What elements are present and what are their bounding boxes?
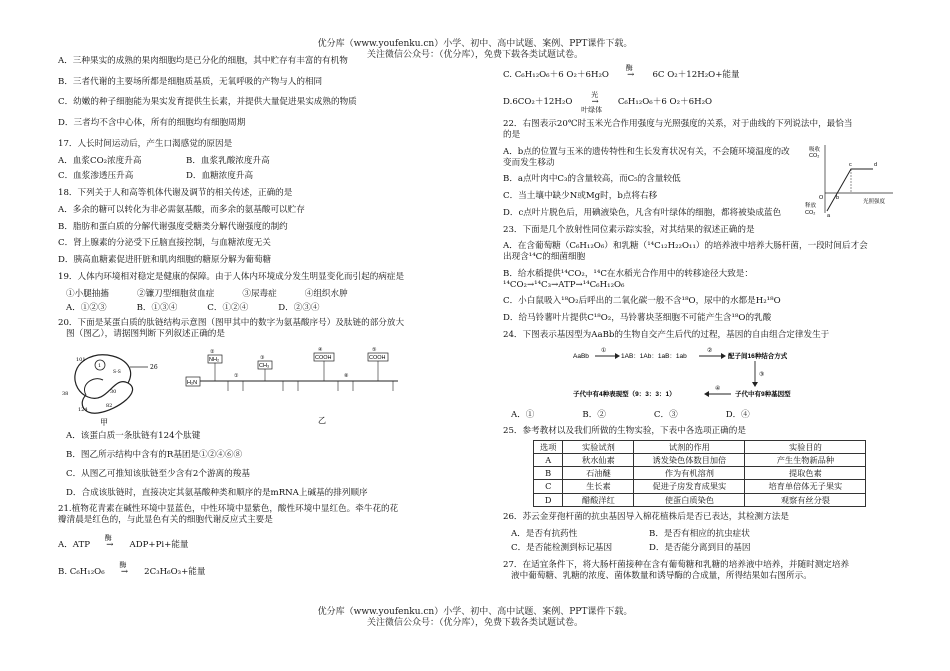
q23-option-b-2: ¹⁴CO₂→¹⁴C₃→ATP→¹⁴C₆H₁₂O₆ — [503, 279, 625, 290]
table-cell: 秋水仙素 — [563, 453, 634, 466]
question-26 — [503, 512, 895, 554]
label-1: 1 — [98, 363, 102, 370]
label-38: 38 — [62, 391, 69, 398]
q20-option-c: C．从图乙可推知该肽链至少含有2个游离的羧基 — [66, 468, 250, 479]
q19-option-d: D．②③④ — [278, 303, 320, 314]
q21-d-light: 光 — [591, 90, 599, 99]
q22-stem-1: 22．右图表示20℃时玉米光合作用强度与光照强度的关系，对于曲线的下列说法中，最恰当 — [503, 119, 853, 130]
table-header: 选项 — [534, 440, 563, 453]
table-row — [534, 453, 866, 466]
group-num-4: ⑤ — [372, 347, 377, 354]
q21-d-chloroplast: 叶绿体 — [581, 105, 603, 114]
table-cell: 观察有丝分裂 — [745, 493, 866, 506]
q23-option-d: D．给马铃薯叶片提供C¹⁸O₂，马铃薯块茎细胞不可能产生含¹⁸O的乳酸 — [503, 313, 772, 324]
q22-option-a: A．b点的位置与玉米的遗传特性和生长发育状况有关，不会随环境温度的改变而发生移动 — [503, 146, 790, 168]
q26-option-d: D．是否能分离到目的基因 — [649, 543, 751, 554]
q21-b-enzyme: 酶 — [119, 560, 127, 569]
q16-option-c: C．幼嫩的种子细胞能为果实发育提供生长素，并提供大量促进果实成熟的物质 — [58, 97, 357, 108]
flow-num-4: ④ — [715, 386, 721, 393]
group-box-3 — [314, 347, 334, 381]
q24-option-a: A．① — [511, 410, 535, 421]
point-b: b — [836, 195, 840, 202]
origin-label: O — [819, 195, 824, 202]
question-25 — [503, 426, 895, 507]
table-cell: 生长素 — [563, 480, 634, 493]
q17-option-b: B．血浆乳酸浓度升高 — [186, 155, 270, 166]
footer — [0, 607, 950, 630]
question-22 — [503, 119, 895, 218]
q18-option-d: D．胰高血糖素促进肝脏和肌肉细胞的糖原分解为葡萄糖 — [58, 255, 272, 266]
table-cell: 提取色素 — [745, 467, 866, 480]
bond-label-a: ① — [234, 373, 239, 380]
q21-b-product: 2C₃H₆O₃+能量 — [144, 566, 206, 577]
q22-option-c: C．当土壤中缺少N或Mg时，b点将右移 — [503, 191, 658, 202]
q24-option-b: B．② — [582, 410, 606, 421]
figure-jia-caption: 甲 — [100, 418, 108, 428]
flow-step-1: AaBb — [573, 353, 589, 361]
table-header: 实验目的 — [745, 440, 866, 453]
q23-option-c: C．小白鼠吸入¹⁸O₂后呼出的二氧化碳一般不含¹⁸O，尿中的水都是H₂¹⁸O — [503, 296, 781, 307]
q21-stem-2: 瓣清晨是红色的，与此显色有关的细胞代谢反应式主要是 — [58, 515, 273, 526]
q27-line-1: 27．在适宜条件下，将大肠杆菌接种在含有葡萄糖和乳糖的培养液中培养，并随时测定培养 — [503, 560, 850, 571]
group-num-3: ④ — [318, 347, 323, 354]
q19-option-c: C．①②④ — [207, 303, 249, 314]
q23-stem: 23．下面是几个放射性同位素示踪实验，对其结果的叙述正确的是 — [503, 224, 755, 235]
left-column — [58, 53, 454, 583]
q17-option-d: D．血糖浓度升高 — [186, 171, 254, 182]
group-num-2: ③ — [260, 355, 265, 362]
question-17 — [58, 139, 454, 182]
photosynthesis-graph — [803, 141, 895, 221]
flow-step-4: 子代中有9种基因型 — [735, 391, 791, 399]
q26-option-a: A．是否有抗药性 — [511, 528, 578, 539]
right-column — [503, 64, 895, 588]
flow-step-3: 配子间16种结合方式 — [728, 353, 788, 361]
group-box-4 — [368, 347, 388, 381]
q21-b-reactant: B. C₆H₁₂O₆ — [58, 566, 105, 577]
q21-option-c: C. C₆H₁₂O₆＋6 O₂＋6H₂O 酶 → 6C O₂＋12H₂O+能量 — [503, 64, 740, 80]
y-top-label: 吸收 — [809, 147, 821, 154]
point-d: d — [874, 162, 878, 169]
question-23 — [503, 225, 895, 324]
bond-label-b: ⑧ — [344, 373, 349, 380]
q21-c-reactant: C. C₆H₁₂O₆＋6 O₂＋6H₂O — [503, 70, 609, 80]
q21-d-reactant: D.6CO₂＋12H₂O — [503, 96, 573, 107]
table-row — [534, 480, 866, 493]
q21-a-reactant: A．ATP — [58, 539, 91, 550]
q16-option-b: B．三者代谢的主要场所都是细胞质基质，无氧呼吸的产物与人的相同 — [58, 76, 323, 87]
q18-option-b: B．脂肪和蛋白质的分解代谢强度受糖类分解代谢强度的制约 — [58, 221, 288, 232]
q21-a-product: ADP+Pi+能量 — [129, 539, 189, 550]
q21-option-d: D.6CO₂＋12H₂O 光 → 叶绿体 C₆H₁₂O₆＋6 O₂＋6H₂O — [503, 90, 713, 114]
q18-option-a: A．多余的糖可以转化为非必需氨基酸，而多余的氨基酸可以贮存 — [58, 204, 305, 215]
table-cell: B — [534, 467, 563, 480]
table-cell: 诱发染色体数目加倍 — [634, 453, 745, 466]
footer-line-2: 关注微信公众号：（优分库），免费下载各类试题试卷。 — [366, 618, 583, 629]
table-header: 试剂的作用 — [634, 440, 745, 453]
q24-option-d: D．④ — [725, 410, 750, 421]
question-24 — [503, 330, 895, 421]
question-21 — [58, 504, 454, 577]
question-20 — [58, 318, 454, 498]
table-cell: 产生生物新品种 — [745, 453, 866, 466]
q19-option-a: A．①②③ — [66, 303, 107, 314]
q21-c-product: 6C O₂＋12H₂O+能量 — [652, 70, 740, 80]
x-axis-label: 光照强度 — [863, 199, 886, 206]
group-box-2 — [258, 355, 272, 381]
table-cell: D — [534, 493, 563, 506]
q26-option-c: C．是否能检测到标记基因 — [511, 543, 613, 554]
q19-item-1: ①小腿抽搐 — [66, 288, 109, 299]
q20-option-d: D．合成该肽链时，直接决定其氨基酸种类和顺序的是mRNA上碱基的排列顺序 — [66, 487, 368, 498]
table-cell: 石油醚 — [563, 467, 634, 480]
q17-option-c: C．血浆渗透压升高 — [58, 171, 134, 182]
question-27 — [503, 560, 895, 581]
flow-num-2: ② — [707, 348, 713, 355]
label-101: 101 — [76, 357, 86, 364]
q18-option-c: C．肾上腺素的分泌受下丘脑直接控制，与血糖浓度无关 — [58, 238, 271, 249]
q23-option-a-2: 出现含¹⁴C的细菌细胞 — [503, 252, 586, 263]
q22-option-d: D．c点叶片脱色后，用碘液染色，凡含有叶绿体的细胞，都将被染成蓝色 — [503, 207, 782, 218]
q20-stem-1: 20．下面是某蛋白质的肽链结构示意图（图甲其中的数字为氨基酸序号）及肽链的部分放大 — [58, 318, 405, 329]
chain-start: H₂N — [187, 380, 198, 387]
header-line-1: 优分库（www.youfenku.cn）小学、初中、高中试题、案例、PPT课件下载。 — [317, 39, 633, 49]
q21-d-product: C₆H₁₂O₆＋6 O₂＋6H₂O — [617, 96, 713, 107]
table-cell: 使蛋白质染色 — [634, 493, 745, 506]
group-1: NH₂ — [209, 357, 220, 364]
q17-option-a: A．血浆CO₂浓度升高 — [58, 155, 142, 166]
q16-option-d: D．三者均不含中心体，所有的细胞均有细胞周期 — [58, 118, 246, 129]
q21-stem-1: 21.植物花青素在碱性环境中显蓝色，中性环境中显紫色，酸性环境中显红色。牵牛花的花 — [58, 504, 399, 515]
group-box-1 — [208, 349, 222, 381]
q26-option-b: B．是否有相应的抗虫症状 — [649, 528, 750, 539]
table-row — [534, 493, 866, 506]
label-30: 30 — [110, 389, 117, 396]
point-c: c — [849, 162, 852, 169]
group-3: COOH — [315, 355, 332, 362]
q24-option-c: C．③ — [653, 410, 678, 421]
question-18 — [58, 188, 454, 266]
figure-yi — [186, 347, 398, 425]
question-19 — [58, 272, 454, 314]
figure-yi-caption: 乙 — [318, 416, 326, 426]
q16-options — [58, 56, 454, 129]
q20-option-b: B．图乙所示结构中含有的R基团是①②④⑥⑧ — [66, 450, 243, 461]
label-26: 26 — [150, 364, 158, 372]
group-4: COOH — [369, 355, 386, 362]
figure-jia — [62, 355, 158, 427]
q19-option-b: B．①③④ — [136, 303, 178, 314]
q23-option-a-1: A．在含葡萄糖（C₆H₁₂O₆）和乳糖（¹⁴C₁₂H₂₂O₁₁）的培养液中培养大肠杆菌，一段时间后才会 — [503, 241, 868, 252]
q23-option-b-1: B．给水稻提供¹⁴CO₂，¹⁴C在水稻光合作用中的转移途径大致是： — [503, 268, 753, 279]
table-cell: 醋酸洋红 — [563, 493, 634, 506]
q21-c-enzyme: 酶 — [625, 64, 633, 72]
q21-a-enzyme: 酶 — [104, 533, 112, 542]
label-124: 124 — [78, 407, 88, 414]
table-cell: 培育单倍体无子果实 — [745, 480, 866, 493]
table-cell: A — [534, 453, 563, 466]
flow-step-2: 1AB：1Ab：1aB：1ab — [621, 353, 687, 361]
label-ss: S-S — [113, 370, 121, 376]
protein-structure-figure — [58, 345, 454, 427]
q21-option-a: A．ATP 酶 → ADP+Pi+能量 — [58, 533, 189, 550]
q20-stem-2: 图（图乙），请据图判断下列叙述正确的是 — [66, 328, 225, 339]
q24-stem: 24．下图表示基因型为AaBb的生物自交产生后代的过程，基因的自由组合定律发生于 — [503, 329, 830, 340]
point-a: a — [827, 213, 831, 220]
q19-stem: 19．人体内环境相对稳定是健康的保障。由于人体内环境成分发生明显变化而引起的病症是 — [58, 271, 405, 282]
table-header-row — [534, 440, 866, 453]
flow-step-5: 子代中有4种表现型（9：3：3：1） — [573, 391, 676, 399]
table-cell: 作为有机溶剂 — [634, 467, 745, 480]
group-2: CH₃ — [259, 363, 270, 370]
flow-num-1: ① — [601, 348, 607, 355]
flow-num-3: ③ — [759, 372, 765, 379]
q20-option-a: A．该蛋白质一条肽链有124个肽键 — [66, 431, 201, 442]
q27-line-2: 液中葡萄糖、乳糖的浓度、菌体数量和诱导酶的合成量，所得结果如右图所示。 — [511, 570, 812, 581]
q18-stem: 18．下列关于人和高等机体代谢及调节的相关传述，正确的是 — [58, 188, 293, 199]
y-bottom-label-2: CO₂ — [805, 210, 816, 217]
q17-stem: 17．人长时间运动后，产生口渴感觉的原因是 — [58, 138, 233, 149]
q19-item-4: ④组织水肿 — [304, 288, 348, 299]
q19-item-2: ②镰刀型细胞贫血症 — [136, 288, 215, 299]
table-header: 实验试剂 — [563, 440, 634, 453]
label-82: 82 — [106, 403, 113, 410]
table-cell: 促进子房发育成果实 — [634, 480, 745, 493]
q22-option-b: B．a点叶肉中C₃的含量较高，而C₅的含量较低 — [503, 174, 681, 185]
q19-item-3: ③尿毒症 — [242, 288, 277, 299]
q22-stem-2: 的是 — [503, 130, 521, 141]
experiment-table — [533, 440, 866, 507]
q25-stem: 25．参考教材以及我们所做的生物实验，下表中各选项正确的是 — [503, 425, 746, 436]
y-bottom-label: 释放 — [805, 203, 817, 210]
group-num-1: ② — [210, 349, 215, 356]
footer-line-1: 优分库（www.youfenku.cn）小学、初中、高中试题、案例、PPT课件下载。 — [317, 607, 633, 617]
header-line-2: 关注微信公众号：（优分库），免费下载各类试题试卷。 — [366, 50, 583, 61]
q26-stem: 26．苏云金芽孢杆菌的抗虫基因导入棉花植株后是否已表达，其检测方法是 — [503, 511, 789, 522]
table-cell: C — [534, 480, 563, 493]
q21-option-b: B. C₆H₁₂O₆ 酶 → 2C₃H₆O₃+能量 — [58, 560, 206, 577]
gene-flow-diagram — [503, 346, 895, 406]
q16-option-a: A．三种果实的成熟的果肉细胞均是已分化的细胞，其中贮存有丰富的有机物 — [58, 56, 348, 66]
table-row — [534, 467, 866, 480]
y-top-label-2: CO₂ — [809, 153, 820, 160]
